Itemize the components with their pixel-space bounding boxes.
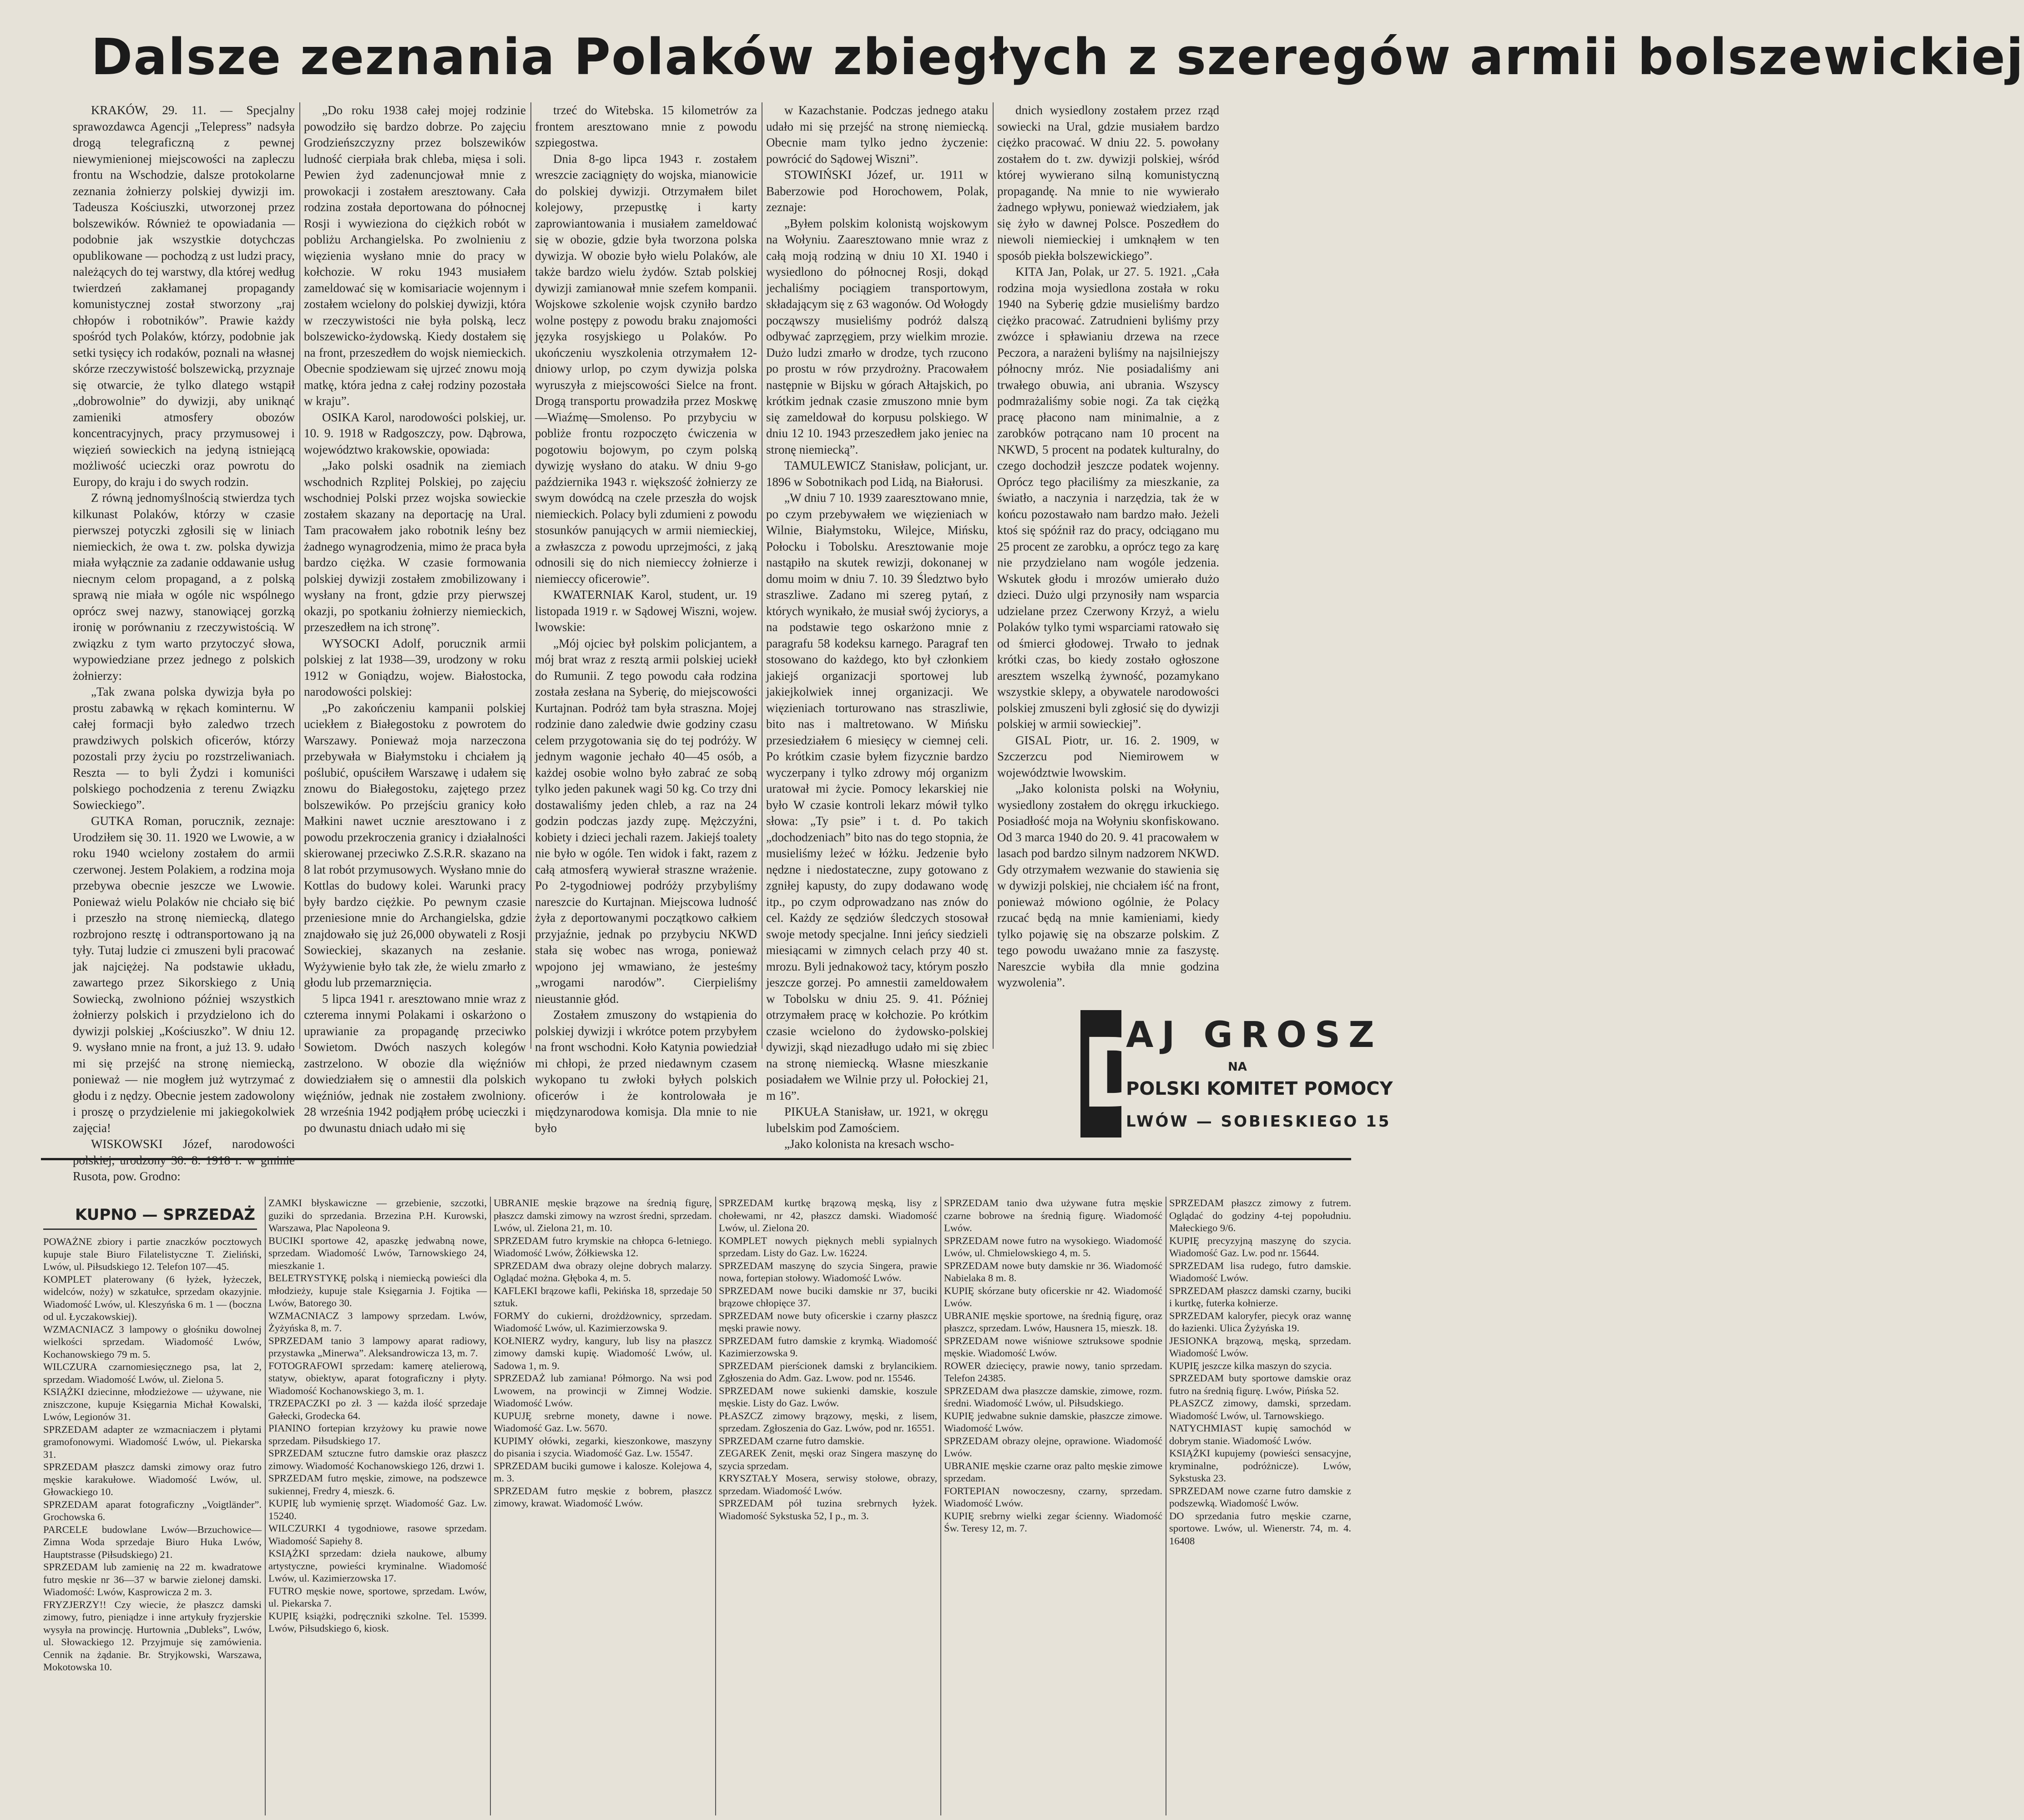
classifieds-column-3 [494,1197,712,1815]
classified-ad: KSIĄŻKI kupujemy (powieści sensacyjne, kryminalne, podróżnicze). Lwów, Sykstuska 23. [1169,1447,1351,1484]
classified-ad: KUPUJĘ srebrne monety, dawne i nowe. Wiadomość Gaz. Lw. 5670. [494,1410,712,1434]
article-paragraph: „Po zakończeniu kampanii polskiej uciekłem z Białegostoku z powrotem do Warszawy. Ponieważ moja narzeczona przebywała w Białymstoku i chciałem ją poślubić, opuściłem Warszawę i udałem się znowu do Białegostoku, zajętego przez bolszewików. Po przejściu granicy koło Małkini nawet ucznie aresztowano i z powodu przekroczenia granicy i działalności skierowanej przeciwko Z.S.R.R. skazano na 8 lat robót przymusowych. Wysłano mnie do Kottlas do budowy kolei. Warunki pracy były bardzo ciężkie. Po pewnym czasie przeniesione mnie do Archangielska, gdzie znajdowało się już 26,000 obywateli z Rosji Sowieckiej, skazanych na zesłanie. Wyżywienie było tak złe, że wielu zmarło z głodu lub przemarznięcia. [304,701,526,989]
article-column-4 [766,102,988,1151]
classified-ad: SPRZEDAM nowe sukienki damskie, koszule męskie. Listy do Gaz. Lwów. [719,1385,937,1409]
classified-ad: UBRANIE męskie brązowe na średnią figurę, płaszcz damski zimowy na wzrost średni, sprzedam. Lwów, ul. Zielona 21, m. 10. [494,1197,712,1234]
classified-ad: SPRZEDAM nowe buty damskie nr 36. Wiadomość Nabielaka 8 m. 8. [944,1259,1162,1284]
classified-ad: POWAŻNE zbiory i partie znaczków pocztowych kupuje stale Biuro Filatelistyczne T. Zieliński, Lwów, ul. Piłsudskiego 12. Telefon 107—45. [43,1236,262,1272]
classified-ad: SPRZEDAM maszynę do szycia Singera, prawie nowa, fortepian stołowy. Wiadomość Lwów. [719,1259,937,1284]
classified-ad: PŁASZCZ zimowy, damski, sprzedam. Wiadomość Lwów, ul. Tarnowskiego. [1169,1397,1351,1421]
article-paragraph: 5 lipca 1941 r. aresztowano mnie wraz z czterema innymi Polakami i oskarżono o uprawianie za propagandę przeciwko Sowietom. Dwóch naszych kolegów zastrzelono. W obozie dla więźniów dowiedziałem się o amnestii dla polskich więźniów, jednak nie zostałem zwolniony. 28 września 1942 podjąłem próbę ucieczki i po dwunastu dniach udało mi się [304,991,526,1135]
ad-line-4: LWÓW — SOBIESKIEGO 15 [1126,1112,1391,1131]
article-paragraph: w Kazachstanie. Podczas jednego ataku udało mi się przejść na stronę niemiecką. Obecnie mam tylko jedno życzenie: powrócić do Sądowej Wiszni”. [766,103,988,166]
classified-ad: UBRANIE męskie czarne oraz palto męskie zimowe sprzedam. [944,1460,1162,1484]
classified-ad: WZMACNIACZ 3 lampowy sprzedam. Lwów, Żyżyńska 8, m. 7. [268,1309,487,1334]
classified-ad: SPRZEDAM buty sportowe damskie oraz futro na średnią figurę. Lwów, Pińska 52. [1169,1372,1351,1396]
classified-ad: SPRZEDAM płaszcz damski czarny, buciki i kurtkę, futerka kołnierze. [1169,1284,1351,1309]
column-divider [299,102,300,1049]
classified-ad: SPRZEDAM nowe futro na wysokiego. Wiadomość Lwów, ul. Chmielowskiego 4, m. 5. [944,1234,1162,1259]
classifieds-column-5 [944,1197,1162,1815]
classified-ad: TRZEPACZKI po zł. 3 — każda ilość sprzedaje Gałecki, Grodecka 64. [268,1397,487,1421]
classified-ad: SPRZEDAM płaszcz zimowy z futrem. Oglądać do godziny 4-tej popołudniu. Małeckiego 9/6. [1169,1197,1351,1234]
article-paragraph: Zostałem zmuszony do wstąpienia do polskiej dywizji i wkrótce potem przybyłem na front wschodni. Koło Katynia powiedział mi chłopi, że przed niedawnym czasem wykopano tu zwłoki byłych polskich oficerów i że kontrolowała je międzynarodowa komisja. Dla mnie to nie było [535,1008,757,1135]
classified-ad: FORMY do cukierni, drożdżownicy, sprzedam. Wiadomość Lwów, ul. Kazimierzowska 9. [494,1309,712,1334]
classified-ad: SPRZEDAM nowe wiśniowe sztruksowe spodnie męskie. Wiadomość Lwów. [944,1335,1162,1359]
article-paragraph: Dnia 8-go lipca 1943 r. zostałem wreszcie zaciągnięty do wojska, mianowicie do polskiej dywizji. Otrzymałem bilet kolejowy, przepustkę i karty zaprowiantowania i musiałem zameldować się w obozie, gdzie była tworzona polska dywizja. W obozie było wielu Polaków, ale także bardzo wielu żydów. Sztab polskiej dywizji zamianował mnie szefem kompanii. Wojskowe szkolenie wojsk czyniło bardzo wolne postępy z powodu braku znajomości języka rosyjskiego u Polaków. Po ukończeniu wyszkolenia otrzymałem 12-dniowy urlop, po czym dywizja polska wyruszyła z miejscowości Sielce na front. Drogą transportu prowadziła przez Moskwę—Wiaźmę—Smolenso. Po przybyciu w pobliże frontu rozpoczęto ćwiczenia w pogotowiu bojowym, po czym polską dywizję wysłano do ataku. W dniu 9-go października 1943 r. większość żołnierzy ze swym dowódcą na czele przeszła do wojsk niemieckich. Polacy byli zdumieni z powodu stosunków panujących w armii niemieckiej, a zwłaszcza z powodu uprzejmości, z jaką odnosili się do nich niemieccy żołnierze i niemieccy oficerowie”. [535,152,757,586]
article-paragraph: OSIKA Karol, narodowości polskiej, ur. 10. 9. 1918 w Radgoszczy, pow. Dąbrowa, województwo krakowskie, opowiada: [304,410,526,456]
article-paragraph: WISKOWSKI Józef, narodowości Rusota, pow. Grodno: [73,1137,295,1183]
article-paragraph: „Mój ojciec był polskim policjantem, a mój brat wraz z resztą armii polskiej uciekł do Rumunii. Z tego powodu cała rodzina została zesłana na Syberię, do miejscowości Kurtajnan. Podróż tam była straszna. Mojej rodzinie dano zaledwie dwie godziny czasu celem przygotowania się do tej podróży. W jednym wagonie jechało 40—45 osób, a każdej osobie wolno było zabrać ze sobą tylko jeden pakunek wagi 50 kg. Co trzy dni dostawaliśmy jeden chleb, a raz na 24 godzin podczas jazdy zupę. Mężczyźni, kobiety i dzieci jechali razem. Jakiejś toalety nie było w ogóle. Ten widok i fakt, razem z całą atmosferą wywierał straszne wrażenie. Po 2-tygodniowej podróży przybyliśmy nareszcie do Kurtajnan. Miejscowa ludność żyła z deportowanymi początkowo całkiem przyjaźnie, jednak po przybyciu NKWD stała się wobec nas wroga, ponieważ wpojono jej wmawiano, że jesteśmy „wrogami narodów”. Cierpieliśmy nieustannie głód. [535,636,757,1006]
column-divider [490,1197,491,1815]
classified-ad: SPRZEDAM futro męskie, zimowe, na podszewce sukiennej, Fredry 4, mieszk. 6. [268,1472,487,1496]
article-paragraph: GUTKA Roman, porucznik, zeznaje: Urodziłem się 30. 11. 1920 we Lwowie, a w roku 1940 wcielony zostałem do armii czerwonej. Jestem Polakiem, a rodzina moja przebywa obecnie jeszcze we Lwowie. Ponieważ wielu Polaków nie chciało się bić i przeszło na stronę niemiecką, dlatego rozbrojono resztę i odtransportowano ją na tyły. Tutaj ludzie ci zmuszeni byli pracować jak najciężej. Na podstawie układu, zawartego przez Sikorskiego z Unią Sowiecką, zwolniono później wszystkich żołnierzy polskich i przydzielono ich do dywizji polskiej „Kościuszko”. W dniu 12. 9. wysłano mnie na front, a już 13. 9. udało mi się przejść na stronę niemiecką, ponieważ — nie mogłem już wytrzymać z głodu i z nędzy. Obecnie jestem zadowolony i proszę o przydzielenie mi jakiegokolwiek zajęcia! [73,814,295,1135]
classified-ad: DO sprzedania futro męskie czarne, sportowe. Lwów, ul. Wienerstr. 74, m. 4. 16408 [1169,1510,1351,1547]
article-paragraph: „Jako kolonista polski na Wołyniu, wysiedlony zostałem do okręgu irkuckiego. Posiadłość moja na Wołyniu skonfiskowano. Od 3 marca 1940 do 20. 9. 41 pracowałem w lasach pod bardzo silnym nadzorem NKWD. Gdy otrzymałem wezwanie do stawienia się w dywizji polskiej, nie chciałem iść na front, ponieważ mówiono ogólnie, że Polacy rzucać będą na mnie kamieniami, kiedy tylko pojawię się na obszarze polskim. Z tego powodu uważano mnie za faszystę. Nareszcie wybiła dla mnie godzina wyzwolenia”. [997,782,1219,989]
classified-ad: SPRZEDAM pierścionek damski z brylancikiem. Zgłoszenia do Adm. Gaz. Lwow. pod nr. 15546. [719,1360,937,1384]
article-paragraph: WYSOCKI Adolf, porucznik armii polskiej z lat 1938—39, urodzony w roku 1912 w Goniądzu, wojew. Białostocka, narodowości polskiej: [304,636,526,698]
classified-ad: PARCELE budowlane Lwów—Brzuchowice—Zimna Woda sprzedaje Biuro Huka Lwów, Hauptstrasse (Piłsudskiego) 21. [43,1523,262,1560]
classified-ad: KUPIĘ książki, podręczniki szkolne. Tel. 15399. Lwów, Piłsudskiego 6, kiosk. [268,1610,487,1634]
ad-line-1: AJ GROSZ [1126,1015,1383,1056]
headline: Dalsze zeznania Polaków zbiegłych z szeregów armii bolszewickiej [91,28,2024,86]
classified-ad: KUPIĘ srebrny wielki zegar ścienny. Wiadomość Św. Teresy 12, m. 7. [944,1510,1162,1534]
classified-ad: JESIONKA brązową, męską, sprzedam. Wiadomość Lwów. [1169,1335,1351,1359]
classified-ad: SPRZEDAM futro damskie z krymką. Wiadomość Kazimierzowska 9. [719,1335,937,1359]
article-paragraph: GISAL Piotr, ur. 16. 2. 1909, w Szczerzcu pod Niemirowem w województwie lwowskim. [997,733,1219,779]
classifieds-header: KUPNO — SPRZEDAŻ [75,1206,255,1224]
classified-ad: WZMACNIACZ 3 lampowy o głośniku dowolnej wielkości sprzedam. Wiadomość Lwów, Kochanowskiego 79 m. 5. [43,1323,262,1360]
article-paragraph: PIKUŁA Stanisław, ur. 1921, w okręgu lubelskim pod Zamościem. [766,1105,988,1135]
classified-ad: SPRZEDAM aparat fotograficzny „Voigtländer”. Grochowska 6. [43,1498,262,1522]
classified-ad: SPRZEDAM futro męskie z bobrem, płaszcz zimowy, krawat. Wiadomość Lwów. [494,1485,712,1509]
article-paragraph: TAMULEWICZ Stanisław, policjant, ur. 1896 w Sobotnikach pod Lidą, na Białorusi. [766,459,988,489]
classified-ad: KAFLEKI brązowe kafli, Pekińska 18, sprzedaje 50 sztuk. [494,1284,712,1309]
ad-initial-letter: D [1080,1010,1121,1138]
ad-line-3: POLSKI KOMITET POMOCY [1126,1078,1393,1099]
classifieds-column-4 [719,1197,937,1815]
classified-ad: KUPIĘ precyzyjną maszynę do szycia. Wiadomość Gaz. Lw. pod nr. 15644. [1169,1234,1351,1259]
classified-ad: KUPIĘ lub wymienię sprzęt. Wiadomość Gaz. Lw. 15240. [268,1497,487,1522]
classifieds-column-1 [43,1235,262,1815]
classified-ad: KOMPLET platerowany (6 łyżek, łyżeczek, widelców, noży) w szkatułce, sprzedam okazyjnie. Wiadomość Lwów, ul. Kleszyńska 6 m. 1 — (boczna od ul. Łyczakowskiej). [43,1273,262,1322]
classified-ad: FUTRO męskie nowe, sportowe, sprzedam. Lwów, ul. Piekarska 7. [268,1585,487,1609]
classified-ad: KUPIMY ołówki, zegarki, kieszonkowe, maszyny do pisania i szycia. Wiadomość Gaz. Lw. 15547. [494,1435,712,1459]
classified-ad: SPRZEDAM adapter ze wzmacniaczem i płytami gramofonowymi. Wiadomość Lwów, ul. Piekarska 31. [43,1423,262,1460]
classified-ad: SPRZEDAM tanio dwa używane futra męskie czarne bobrowe na średnią figurę. Wiadomość Lwów. [944,1197,1162,1234]
classified-ad: KUPIĘ jedwabne suknie damskie, płaszcze zimowe. Wiadomość Lwów. [944,1410,1162,1434]
article-paragraph: STOWIŃSKI Józef, ur. 1911 w Baberzowie pod Horochowem, Polak, zeznaje: [766,168,988,214]
article-paragraph: KITA Jan, Polak, ur 27. 5. 1921. „Cała rodzina moja wysiedlona została w roku 1940 na Syberię gdzie musieliśmy bardzo ciężko pracować. Zatrudnieni byliśmy przy zwózce i spławianiu drzewa na rzece Peczora, a narażeni byliśmy na najsilniejszy północny mróz. Nie posiadaliśmy ani trwałego obuwia, ani ubrania. Wszyscy podmrażaliśmy sobie nogi. Za tak ciężką pracę płacono nam minimalnie, a z zarobków potrącano nam 10 procent na NKWD, 5 procent na podatek kulturalny, do czego dochodził jeszcze podatek wojenny. Oprócz tego płaciliśmy za mieszkanie, za światło, a naczynia i narzędzia, tak że w końcu pozostawało nam bardzo mało. Jeżeli ktoś się spóźnił raz do pracy, odciągano mu 25 procent ze zarobku, a oprócz tego za karę nie przydzielano nam wogóle jedzenia. Wskutek głodu i mrozów umierało dużo dzieci. Dużo ulgi przynosiły nam wsparcia udzielane przez Czerwony Krzyż, a wielu Polaków tylko tymi wsparciami ratowało się od śmierci głodowej. Trwało to jednak krótki czas, bo kiedy zostało ogłoszone aresztem wszelką żywność, pozamykano wszystkie sklepy, a obywatele narodowości polskiej zmuszeni byli zgłosić się do dywizji polskiej w armii sowieckiej”. [997,265,1219,731]
classified-ad: SPRZEDAM dwa obrazy olejne dobrych malarzy. Oglądać można. Głęboka 4, m. 5. [494,1259,712,1284]
classified-ad: ROWER dziecięcy, prawie nowy, tanio sprzedam. Telefon 24385. [944,1360,1162,1384]
article-column-1 [73,102,295,1183]
classified-ad: BELETRYSTYKĘ polską i niemiecką powieści dla młodzieży, kupuje stale Księgarnia J. Fojtika — Lwów, Batorego 30. [268,1272,487,1309]
classifieds-column-6 [1169,1197,1351,1815]
ad-line-2: NA [1228,1060,1247,1074]
article-column-2 [304,102,526,1135]
article-paragraph: KWATERNIAK Karol, student, ur. 19 listopada 1919 r. w Sądowej Wiszni, wojew. lwowskie: [535,588,757,634]
classified-ad: SPRZEDAM nowe buciki damskie nr 37, buciki brązowe chłopięce 37. [719,1284,937,1309]
classifieds-column-2 [268,1197,487,1815]
classified-ad: KSIĄŻKI dziecinne, młodzieżowe — używane, nie zniszczone, kupuje Księgarnia Michał Kowalski, Lwów, Legionów 31. [43,1386,262,1422]
article-paragraph: „Byłem polskim kolonistą wojskowym na Wołyniu. Zaaresztowano mnie wraz z całą moją rodziną w dniu 10 XI. 1940 i wysiedlono do północnej Rosji, dokąd jechaliśmy pociągiem transportowym, składającym się z 63 wagonów. Od Wołogdy począwszy musieliśmy podróż dalszą odbywać zaprzęgiem, przy wielkim mrozie. Dużo ludzi zmarło w drodze, tych rzucono po prostu w rów przydrożny. Pracowałem następnie w Bijsku w górach Ałtajskich, po krótkim jednak czasie zmuszono mnie bym się zameldował do korpusu polskiego. W dniu 12 10. 1943 przeszedłem jako jeniec na stronę niemiecką”. [766,216,988,456]
classifieds-header-rule [43,1228,257,1230]
classified-ad: BUCIKI sportowe 42, apaszkę jedwabną nowe, sprzedam. Wiadomość Lwów, Tarnowskiego 24, mieszkanie 1. [268,1234,487,1271]
classified-ad: SPRZEDAM obrazy olejne, oprawione. Wiadomość Lwów. [944,1435,1162,1459]
classified-ad: SPRZEDAM kaloryfer, piecyk oraz wannę do łazienki. Ulica Żyżyńska 19. [1169,1309,1351,1334]
classified-ad: SPRZEDAM nowe czarne futro damskie z podszewką. Wiadomość Lwów. [1169,1485,1351,1509]
article-paragraph: „Jako kolonista na kresach wscho- [784,1137,954,1151]
classified-ad: PIANINO fortepian krzyżowy ku prawie nowe sprzedam. Piłsudskiego 17. [268,1422,487,1446]
article-paragraph: dnich wysiedlony zostałem przez rząd sowiecki na Ural, gdzie musiałem bardzo ciężko pracować. W dniu 22. 5. powołany zostałem do t. zw. dywizji polskiej, wśród której wywierano silną komunistyczną propagandę. Na mnie to nie wywierało żadnego wpływu, ponieważ wiedziałem, jak się żyło w dawnej Polsce. Poszedłem do niewoli niemieckiej i umknąłem w ten sposób piekła bolszewickiego”. [997,103,1219,263]
classified-ad: KUPIĘ jeszcze kilka maszyn do szycia. [1169,1360,1332,1371]
article-paragraph: trzeć do Witebska. 15 kilometrów za frontem aresztowano mnie z powodu szpiegostwa. [535,103,757,149]
classified-ad: SPRZEDAM tanio 3 lampowy aparat radiowy, przystawka „Minerwa”. Aleksandrowicza 13, m. 7. [268,1335,487,1359]
classified-ad: SPRZEDAM lub zamienię na 22 m. kwadratowe futro męskie nr 36—37 w barwie zielonej damski. Wiadomość: Lwów, Kasprowicza 2 m. 3. [43,1561,262,1598]
classified-ad: WILCZURKI 4 tygodniowe, rasowe sprzedam. Wiadomość Sapiehy 8. [268,1522,487,1547]
article-paragraph: „Jako polski osadnik na ziemiach wschodnich Rzplitej Polskiej, po zajęciu wschodniej Polski przez wojska sowieckie zostałem skazany na deportację na Ural. Tam pracowałem jako robotnik leśny bez żadnego wynagrodzenia, mimo że praca była bardzo ciężka. W czasie formowania polskiej dywizji zostałem zmobilizowany i wysłany na front, gdzie przy pierwszej okazji, po spotkaniu żołnierzy niemieckich, przeszedłem na ich stronę”. [304,459,526,634]
classified-ad: SPRZEDAM dwa płaszcze damskie, zimowe, rozm. średni. Wiadomość Lwów, ul. Piłsudskiego. [944,1385,1162,1409]
classified-ad: PŁASZCZ zimowy brązowy, męski, z lisem, sprzedam. Zgłoszenia do Gaz. Lwów, pod nr. 16551. [719,1410,937,1434]
classified-ad: SPRZEDAM lisa rudego, futro damskie. Wiadomość Lwów. [1169,1259,1351,1284]
classified-ad: KUPIĘ skórzane buty oficerskie nr 42. Wiadomość Lwów. [944,1284,1162,1309]
column-divider [993,102,994,1049]
classified-ad: SPRZEDAŻ lub zamiana! Półmorgo. Na wsi pod Lwowem, na prowincji w Zimnej Wodzie. Wiadomość Lwów. [494,1372,712,1409]
classified-ad: SPRZEDAM czarne futro damskie. [719,1435,864,1446]
article-paragraph: „Do roku 1938 całej mojej rodzinie powodziło się bardzo dobrze. Po zajęciu Grodzieńszczyzny przez bolszewików ludność cierpiała brak chleba, mięsa i soli. Pewien żyd zadenuncjował mnie z prowokacji i zostałem aresztowany. Cała rodzina została deportowana do północnej Rosji i wywieziona do ciężkich robót w pobliżu Archangielska. Po zwolnieniu z więzienia wysłano mnie do pracy w kołchozie. W roku 1943 musiałem zameldować się w komisariacie wojennym i zostałem wcielony do polskiej dywizji, która w rzeczywistości nie była polską, lecz bolszewicko-żydowską. Kiedy dostałem się na front, przeszedłem do wojsk niemieckich. Obecnie spodziewam się ujrzeć znowu moją matkę, która jedna z całej rodziny pozostała w kraju”. [304,103,526,408]
classified-ad: SPRZEDAM nowe buty oficerskie i czarny płaszcz męski prawie nowy. [719,1309,937,1334]
classified-ad: UBRANIE męskie sportowe, na średnią figurę, oraz płaszcz, sprzedam. Lwów, Hausnera 15, mieszk. 18. [944,1309,1162,1334]
column-divider [530,102,531,1049]
section-divider [41,1158,1351,1160]
classified-ad: KOMPLET nowych pięknych mebli sypialnych sprzedam. Listy do Gaz. Lw. 16224. [719,1234,937,1259]
classified-ad: SPRZEDAM płaszcz damski zimowy oraz futro męskie karakułowe. Wiadomość Lwów, ul. Głowackiego 10. [43,1461,262,1497]
column-divider [940,1197,941,1815]
classified-ad: FRYZJERZY!! Czy wiecie, że płaszcz damski zimowy, futro, pieniądze i inne artykuły fryzjerskie wysyła na prowincję. Hurtownia „Dubleks”, Lwów, ul. Słowackiego 12. Przyjmuje się zamówienia. Cennik na żądanie. Br. Stryjkowski, Warszawa, Mokotowska 10. [43,1598,262,1673]
classified-ad: FOTOGRAFOWI sprzedam: kamerę atelierową, statyw, obiektyw, aparat fotograficzny i płyty. Wiadomość Kochanowskiego 3, m. 1. [268,1360,487,1396]
article-column-5 [997,102,1219,994]
article-paragraph: „W dniu 7 10. 1939 zaaresztowano mnie, po czym przebywałem we więzieniach w Wilnie, Białymstoku, Wilejce, Mińsku, Połocku i Tobolsku. Aresztowanie moje nastąpiło na skutek rewizji, dokonanej w domu moim w dniu 7. 10. 39 Śledztwo było straszliwe. Zadano mi szereg pytań, z których wynikało, że musiał swój życiorys, a na podstawie tego oskarżono mnie z paragrafu 58 kodeksu karnego. Paragraf ten stosowano do każdego, kto był członkiem jakiejś organizacji sportowej lub jakiejkolwiek innej organizacji. We więzieniach torturowano nas straszliwie, bito nas i maltretowano. W Mińsku przesiedziałem 6 miesięcy w ciemnej celi. Po krótkim czasie byłem fizycznie bardzo wyczerpany i tylko zdrowy mój organizm uratował mi życie. Pomocy lekarskiej nie było W czasie kontroli lekarz mówił tylko słowa: „Ty psie” i t. d. Po takich „dochodzeniach” bito nas do tego stopnia, że musieliśmy leżeć w łóżku. Jedzenie było nędzne i niedostateczne, zupy gotowano z zgniłej kapusty, do zupy dodawano wodę itp., po czym odprowadzano nas znów do cel. Każdy ze sędziów śledczych stosował swoje metody specjalne. Inni jeńcy siedzieli miesiącami w zimnych celach przy 40 st. mrozu. Byli jednakowoż tacy, którym poszło jeszcze gorzej. Po amnestii zameldowałem w Tobolsku w dniu 25. 9. 41. Później otrzymałem pracę w kołchozie. Po krótkim czasie wcielono do żydowsko-polskiej dywizji, skąd niezadługo udało mi się zbiec na stronę niemiecką. Własne mieszkanie posiadałem we Wilnie przy ul. Połockiej 21, m 16”. [766,491,988,1102]
classified-ad: SPRZEDAM buciki gumowe i kalosze. Kolejowa 4, m. 3. [494,1460,712,1484]
classified-ad: NATYCHMIAST kupię samochód w dobrym stanie. Wiadomość Lwów. [1169,1422,1351,1446]
article-paragraph: „Tak zwana polska dywizja była po prostu zabawką w rękach kominternu. W całej formacji było zaledwo trzech prawdziwych polskich oficerów, którzy pozostali przy życiu po rozstrzeliwaniach. Reszta — to byli Żydzi i komuniści polskiego pochodzenia z terenu Związku Sowieckiego”. [73,685,295,812]
classified-ad: ZEGAREK Zenit, męski oraz Singera maszynę do szycia sprzedam. [719,1447,937,1471]
classified-ad: KSIĄŻKI sprzedam: dzieła naukowe, albumy artystyczne, powieści kryminalne. Wiadomość Lwów, ul. Kazimierzowska 17. [268,1547,487,1584]
classified-ad: KOŁNIERZ wydry, kangury, lub lisy na płaszcz zimowy damski kupię. Wiadomość Lwów, ul. Sadowa 1, m. 9. [494,1335,712,1371]
classified-ad: SPRZEDAM pół tuzina srebrnych łyżek. Wiadomość Sykstuska 52, I p., m. 3. [719,1497,937,1522]
advertisement-box [1080,1010,1393,1142]
article-column-3 [535,102,757,1135]
classified-ad: KRYSZTAŁY Mosera, serwisy stołowe, obrazy, sprzedam. Wiadomość Lwów. [719,1472,937,1496]
column-divider [265,1197,266,1815]
classified-ad: ZAMKI błyskawiczne — grzebienie, szczotki, guziki do sprzedania. Brzezina P.H. Kurowski, Warszawa, Plac Napoleona 9. [268,1197,487,1234]
article-paragraph: KRAKÓW, 29. 11. — Specjalny sprawozdawca Agencji „Telepress” nadsyła drogą telegraficzną z pewnej niewymienionej miejscowości na zapleczu frontu na Wschodzie, dalsze protokolarne zeznania żołnierzy polskiej dywizji im. Tadeusza Kościuszki, utworzonej przez bolszewików. Również te opowiadania — podobnie jak wszystkie dotychczas opublikowane — pochodzą z ust ludzi pracy, należących do tej warstwy, dla której według twierdzeń zakłamanej propagandy komunistycznej został stworzony „raj chłopów i robotników”. Prawie każdy spośród tych Polaków, którzy, podobnie jak setki tysięcy ich rodaków, poznali na własnej skórze rzeczywistość bolszewicką, przyznaje się otwarcie, że tylko dlatego wstąpił „dobrowolnie” do dywizji, aby uniknąć zamieniki atmosfery obozów koncentracyjnych, pracy przymusowej i więzień sowieckich na jedyną istniejącą możliwość ucieczki oraz powrotu do Europy, do kraju i do swych rodzin. [73,103,295,489]
article-paragraph: Z równą jednomyślnością stwierdza tych kilkunast Polaków, którzy w czasie pierwszej potyczki zgłosili się w liniach niemieckich, że owa t. zw. polska dywizja miała wyłącznie za zadanie oddawanie usług niecnym celom propagand, a z polską sprawą nie miała w ogóle nic wspólnego oprócz swej nazwy, stanowiącej gorzką ironię w porównaniu z rzeczywistością. W związku z tym warto przytoczyć słowa, wypowiedziane przez jednego z polskich żołnierzy: [73,491,295,682]
classified-ad: FORTEPIAN nowoczesny, czarny, sprzedam. Wiadomość Lwów. [944,1485,1162,1509]
classified-ad: WILCZURA czarnomiesięcznego psa, lat 2, sprzedam. Wiadomość Lwów, ul. Zielona 5. [43,1361,262,1385]
classified-ad: SPRZEDAM sztuczne futro damskie oraz płaszcz zimowy. Wiadomość Kochanowskiego 126, drzwi 1. [268,1447,487,1471]
classified-ad: SPRZEDAM futro krymskie na chłopca 6-letniego. Wiadomość Lwów, Żółkiewska 12. [494,1234,712,1259]
column-divider [715,1197,716,1815]
classified-ad: SPRZEDAM kurtkę brązową męską, lisy z chołewami, nr 42, płaszcz damski. Wiadomość Lwów, ul. Zielona 20. [719,1197,937,1234]
